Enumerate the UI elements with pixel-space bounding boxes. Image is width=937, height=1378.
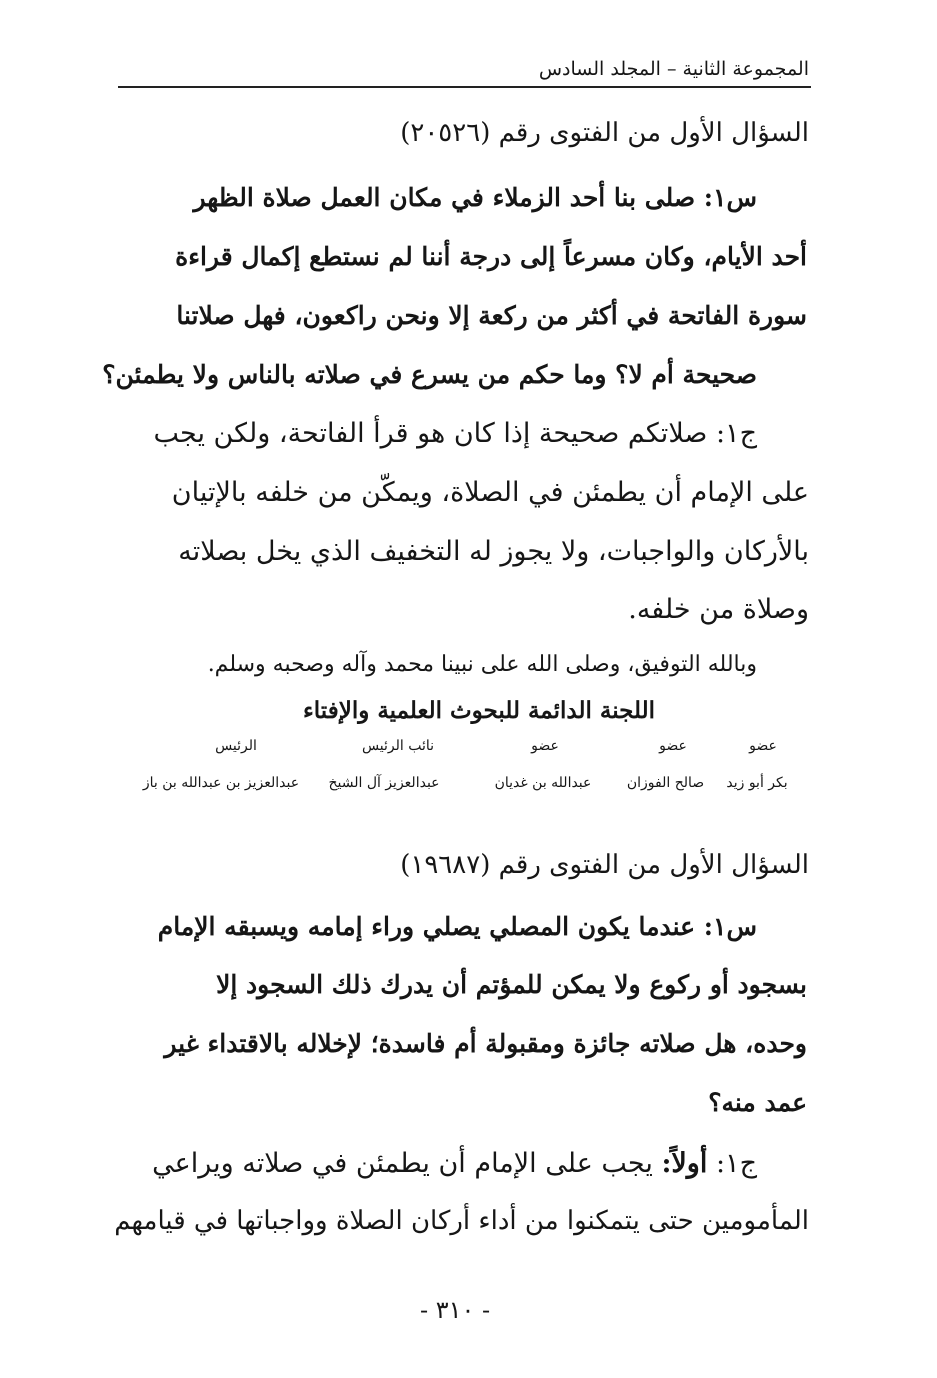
fatwa1-answer-line-3: بالأركان والواجبات، ولا يجوز له التخفيف الذي يخل بصلاته	[178, 536, 809, 567]
page-number: - ٣١٠ -	[420, 1296, 491, 1324]
signatory-2-name: صالح الفوزان	[626, 775, 705, 791]
fatwa1-question-line-1: س١: صلى بنا أحد الزملاء في مكان العمل صلاة الظهر	[193, 183, 757, 212]
fatwa1-heading: السؤال الأول من الفتوى رقم (٢٠٥٢٦)	[400, 118, 809, 148]
signatory-4-role: نائب الرئيس	[361, 738, 435, 754]
fatwa2-answer-line-2: المأمومين حتى يتمكنوا من أداء أركان الصلاة وواجباتها في قيامهم	[114, 1206, 809, 1236]
signatory-2-role: عضو	[659, 738, 687, 754]
signatory-1-name: بكر أبو زيد	[726, 775, 788, 791]
fatwa2-question-line-3: وحده، هل صلاته جائزة ومقبولة أم فاسدة؛ لإخلاله بالاقتداء غير	[164, 1029, 807, 1058]
signatory-4-name: عبدالعزيز آل الشيخ	[328, 775, 440, 791]
header-rule	[118, 86, 811, 88]
answer-number: ج١:	[715, 1148, 757, 1179]
signatory-3-name: عبدالله بن غديان	[494, 775, 592, 791]
running-header: المجموعة الثانية – المجلد السادس	[538, 58, 809, 80]
fatwa2-question-line-4: عمد منه؟	[708, 1088, 807, 1117]
closing-formula: وبالله التوفيق، وصلى الله على نبينا محمد وآله وصحبه وسلم.	[207, 652, 757, 677]
fatwa1-answer-line-4: وصلاة من خلفه.	[628, 594, 809, 625]
fatwa2-question-line-2: بسجود أو ركوع ولا يمكن للمؤتم أن يدرك ذلك السجود إلا	[216, 970, 807, 999]
fatwa1-answer-line-2: على الإمام أن يطمئن في الصلاة، ويمكّن من خلفه بالإتيان	[171, 477, 809, 508]
fatwa2-question-line-1: س١: عندما يكون المصلي يصلي وراء إمامه ويسبقه الإمام	[157, 912, 757, 941]
signatory-1-role: عضو	[749, 738, 777, 754]
signatory-5-name: عبدالعزيز بن عبدالله بن باز	[142, 775, 300, 791]
fatwa1-question-line-3: سورة الفاتحة في أكثر من ركعة إلا ونحن راكعون، فهل صلاتنا	[176, 301, 807, 330]
fatwa2-heading: السؤال الأول من الفتوى رقم (١٩٦٨٧)	[400, 850, 809, 880]
fatwa1-question-line-2: أحد الأيام، وكان مسرعاً إلى درجة أننا لم نستطع إكمال قراءة	[175, 242, 807, 271]
fatwa1-question-line-4: صحيحة أم لا؟ وما حكم من يسرع في صلاته بالناس ولا يطمئن؟	[102, 360, 757, 389]
committee-name: اللجنة الدائمة للبحوث العلمية والإفتاء	[302, 697, 655, 724]
fatwa2-answer-line-1	[152, 1148, 757, 1179]
fatwa1-answer-line-1: ج١: صلاتكم صحيحة إذا كان هو قرأ الفاتحة، ولكن يجب	[153, 418, 757, 449]
signatory-5-role: الرئيس	[215, 738, 257, 754]
answer-text: يجب على الإمام أن يطمئن في صلاته ويراعي	[152, 1148, 653, 1179]
signatory-3-role: عضو	[531, 738, 559, 754]
answer-firstly-label: أولاً:	[661, 1148, 708, 1179]
